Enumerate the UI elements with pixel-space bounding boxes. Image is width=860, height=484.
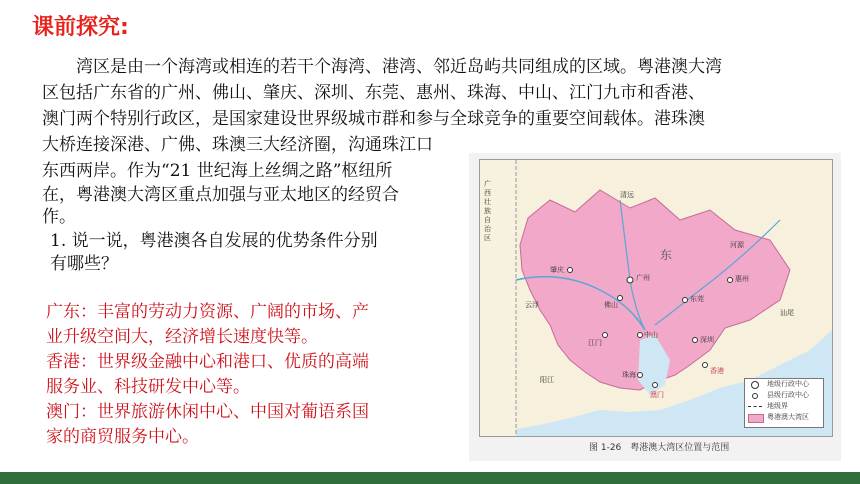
label-zhongshan: 中山 bbox=[644, 331, 658, 339]
city-dot-shenzhen bbox=[693, 338, 698, 343]
bottom-bar bbox=[0, 472, 860, 484]
prefecture-symbol-icon bbox=[751, 381, 759, 389]
paragraph-line-1: 湾区是由一个海湾或相连的若干个海湾、港湾、邻近岛屿共同组成的区域。粤港澳大湾 bbox=[76, 57, 722, 77]
answer-hongkong-2: 服务业、科技研发中心等。 bbox=[46, 377, 250, 397]
answer-guangdong-1: 广东：丰富的劳动力资源、广阔的市场、产 bbox=[46, 302, 369, 322]
label-heyuan: 河源 bbox=[730, 241, 744, 249]
label-yangjiang: 阳江 bbox=[540, 376, 554, 384]
question-line-1: 1. 说一说，粤港澳各自发展的优势条件分别 bbox=[50, 231, 378, 251]
paragraph-line-6: 在，粤港澳大湾区重点加强与亚太地区的经贸合 bbox=[42, 185, 399, 205]
city-dot-jiangmen bbox=[603, 333, 608, 338]
answer-guangdong-2: 业升级空间大，经济增长速度快等。 bbox=[46, 327, 318, 347]
city-dot-zhaoqing bbox=[568, 268, 573, 273]
paragraph-line-7: 作。 bbox=[42, 207, 76, 227]
label-qingyuan: 清远 bbox=[620, 191, 634, 199]
city-dot-zhongshan bbox=[638, 333, 643, 338]
city-dot-dongguan bbox=[683, 298, 688, 303]
bay-area-symbol-icon bbox=[748, 414, 764, 423]
city-dot-foshan bbox=[618, 296, 623, 301]
label-shenzhen: 深圳 bbox=[700, 336, 714, 344]
city-dot-hongkong bbox=[703, 363, 708, 368]
county-symbol-icon bbox=[752, 393, 758, 399]
city-dot-zhuhai bbox=[638, 373, 643, 378]
paragraph-line-2: 区包括广东省的广州、佛山、肇庆、深圳、东莞、惠州、珠海、中山、江门九市和香港、 bbox=[42, 83, 705, 103]
answer-hongkong-1: 香港：世界级金融中心和港口、优质的高端 bbox=[46, 352, 369, 372]
label-shanwei: 汕尾 bbox=[780, 309, 794, 317]
city-dot-guangzhou bbox=[627, 277, 633, 283]
map-legend bbox=[744, 378, 824, 428]
page-title: 课前探究: bbox=[32, 15, 129, 40]
bay-area-map bbox=[469, 153, 841, 461]
question-line-2: 有哪些？ bbox=[50, 254, 118, 274]
answer-macau-1: 澳门：世界旅游休闲中心、中国对葡语系国 bbox=[46, 402, 369, 422]
label-guangzhou: 广州 bbox=[636, 274, 650, 282]
label-jiangmen: 江门 bbox=[588, 339, 602, 347]
answer-block bbox=[46, 300, 446, 450]
paragraph-line-3: 澳门两个特别行政区，是国家建设世界级城市群和参与全球竞争的重要空间载体。港珠澳 bbox=[42, 109, 705, 129]
label-macau: 澳门 bbox=[650, 391, 664, 399]
label-zhaoqing: 肇庆 bbox=[550, 266, 564, 274]
label-foshan: 佛山 bbox=[604, 301, 618, 309]
label-zhuhai: 珠海 bbox=[622, 371, 636, 379]
legend-item-bay-area: 粤港澳大湾区 bbox=[745, 412, 823, 423]
boundary-symbol-icon bbox=[748, 406, 762, 407]
label-guangxi: 广西壮族自治区 bbox=[484, 180, 491, 242]
label-hongkong: 香港 bbox=[710, 367, 724, 375]
answer-macau-2: 家的商贸服务中心。 bbox=[46, 427, 199, 447]
city-dot-huizhou bbox=[728, 278, 733, 283]
paragraph-line-4: 大桥连接深港、广佛、珠澳三大经济圈，沟通珠江口 bbox=[42, 135, 433, 155]
legend-item-boundary: 地级界 bbox=[745, 401, 823, 412]
map-caption: 图 1-26 粤港澳大湾区位置与范围 bbox=[589, 443, 730, 453]
label-huizhou: 惠州 bbox=[735, 275, 749, 283]
legend-item-county: 县级行政中心 bbox=[745, 390, 823, 401]
map-frame bbox=[479, 159, 833, 437]
city-dot-macau bbox=[653, 383, 658, 388]
label-yunfu: 云浮 bbox=[525, 301, 539, 309]
paragraph-line-5: 东西两岸。作为“21 世纪海上丝绸之路”枢纽所 bbox=[42, 161, 393, 181]
label-dongguan: 东莞 bbox=[690, 295, 704, 303]
label-guangdong: 东 bbox=[660, 248, 673, 262]
legend-item-prefecture: 地级行政中心 bbox=[745, 379, 823, 390]
